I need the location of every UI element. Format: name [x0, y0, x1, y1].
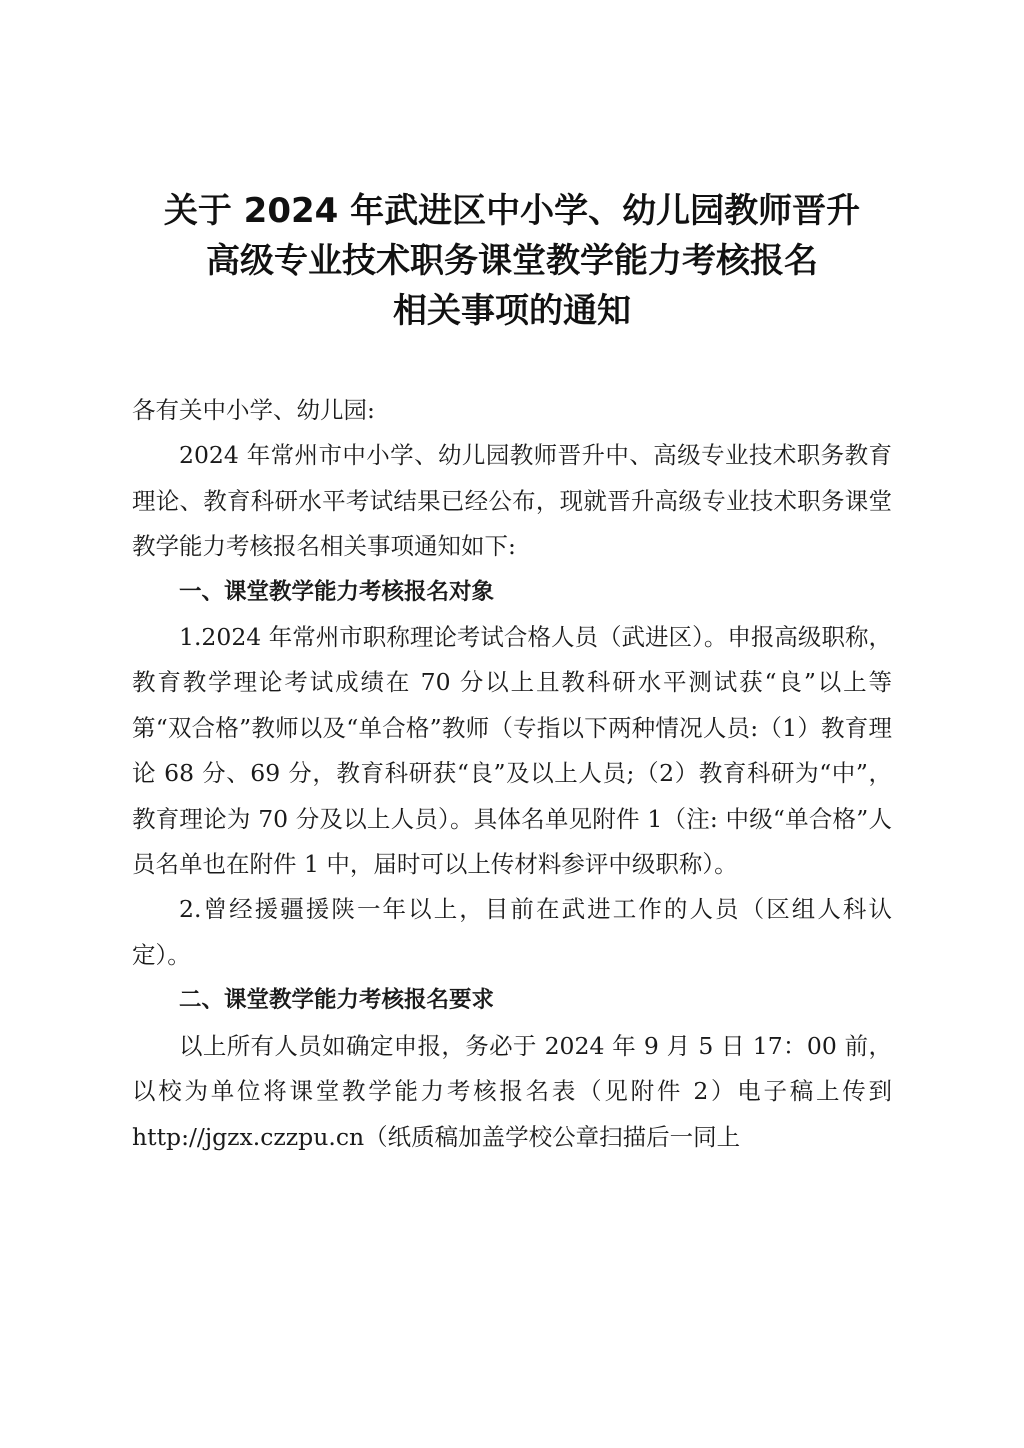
section-2-paragraph: 以上所有人员如确定申报，务必于 2024 年 9 月 5 日 17：00 前，以校为单位将课堂教学能力考核报名表（见附件 2）电子稿上传到 http://jgzx.czzpu.cn（纸质稿加盖学校公章扫描后一同上	[132, 1031, 892, 1151]
title-line-1: 关于 2024 年武进区中小学、幼儿园教师晋升	[163, 191, 861, 231]
salutation: 各有关中小学、幼儿园:	[132, 396, 375, 424]
notice-body	[132, 388, 892, 1160]
section-1-item-2: 2.曾经援疆援陕一年以上，目前在武进工作的人员（区组人科认定）。	[132, 895, 892, 969]
section-1-heading: 一、课堂教学能力考核报名对象	[179, 578, 495, 605]
notice-title	[100, 186, 924, 336]
title-line-2: 高级专业技术职务课堂教学能力考核报名	[206, 241, 818, 281]
section-2-heading: 二、课堂教学能力考核报名要求	[179, 987, 495, 1014]
title-line-3: 相关事项的通知	[393, 291, 631, 331]
intro-paragraph: 2024 年常州市中小学、幼儿园教师晋升中、高级专业技术职务教育理论、教育科研水平考试结果已经公布，现就晋升高级专业技术职务课堂教学能力考核报名相关事项通知如下:	[132, 441, 892, 561]
section-1-item-1: 1.2024 年常州市职称理论考试合格人员（武进区）。申报高级职称，教育教学理论考试成绩在 70 分以上且教科研水平测试获“良”以上等第“双合格”教师以及“单合格”教师（专指以下两种情况人员:（1）教育理论 68 分、69 分，教育科研获“良”及以上人员;（2）教育科研为“中”，教育理论为 70 分及以上人员）。具体名单见附件 1（注: 中级“单合格”人员名单也在附件 1 中，届时可以上传材料参评中级职称）。	[132, 623, 892, 879]
